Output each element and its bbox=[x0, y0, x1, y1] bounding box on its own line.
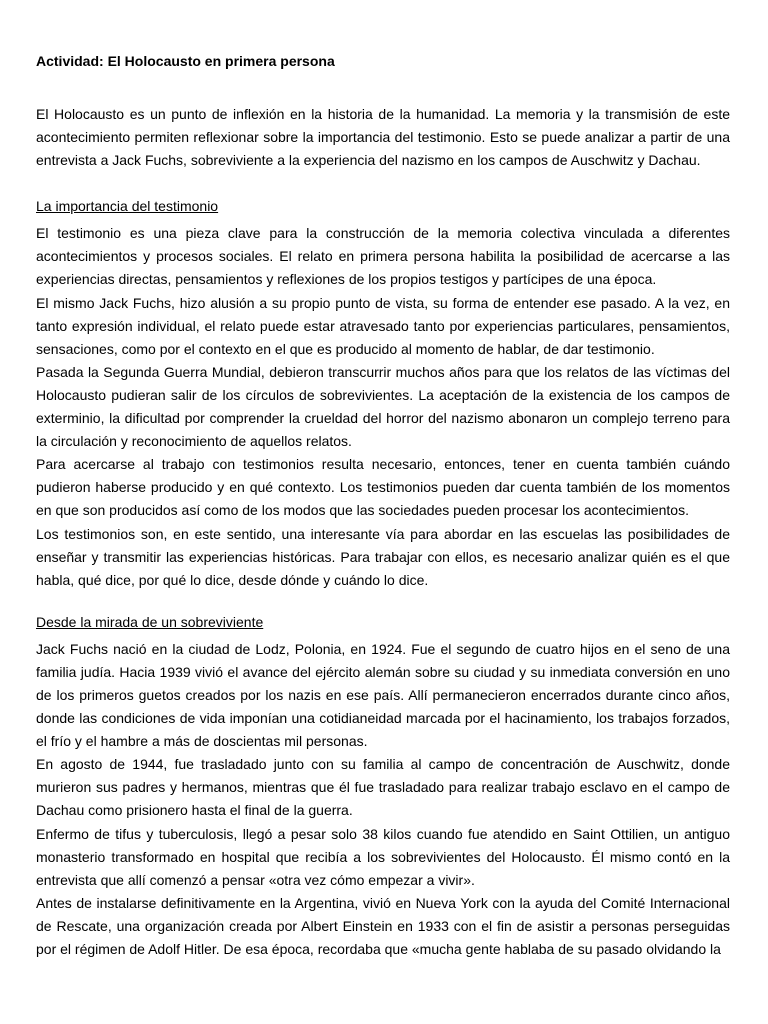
section-heading-testimonio: La importancia del testimonio bbox=[36, 198, 219, 215]
paragraph: El testimonio es una pieza clave para la construcción de la memoria colectiva vinculada a diferentes acontecimientos y procesos sociales. El relato en primera persona habilita la posibilidad de acercarse a las experiencias directas, pensamientos y reflexiones de los propios testigos y partícipes de una época. bbox=[36, 225, 730, 288]
intro-paragraph: El Holocausto es un punto de inflexión en la historia de la humanidad. La memoria y la transmisión de este acontecimiento permiten reflexionar sobre la importancia del testimonio. Esto se puede analizar a partir de una entrevista a Jack Fuchs, sobreviviente a la experiencia del nazismo en los campos de Auschwitz y Dachau. bbox=[36, 106, 730, 169]
paragraph: El mismo Jack Fuchs, hizo alusión a su propio punto de vista, su forma de entender ese pasado. A la vez, en tanto expresión individual, el relato puede estar atravesado tanto por experiencias particulares, pensamientos, sensaciones, como por el contexto en el que es producido al momento de hablar, de dar testimonio. bbox=[36, 294, 730, 357]
paragraph: En agosto de 1944, fue trasladado junto con su familia al campo de concentración de Auschwitz, donde murieron sus padres y hermanos, mientras que él fue trasladado para realizar trabajo esclavo en el campo de Dachau como prisionero hasta el final de la guerra. bbox=[36, 756, 730, 819]
paragraph: Para acercarse al trabajo con testimonios resulta necesario, entonces, tener en cuenta también cuándo pudieron haberse producido y en qué contexto. Los testimonios pueden dar cuenta también de los momentos en que son producidos así como de los modos que las sociedades pueden procesar los acontecimientos. bbox=[36, 456, 730, 519]
paragraph: Enfermo de tifus y tuberculosis, llegó a pesar solo 38 kilos cuando fue atendido en Saint Ottilien, un antiguo monasterio transformado en hospital que recibía a los sobrevivientes del Holocausto. Él mismo contó en la entrevista que allí comenzó a pensar «otra vez cómo empezar a vivir». bbox=[36, 825, 730, 888]
paragraph: Jack Fuchs nació en la ciudad de Lodz, Polonia, en 1924. Fue el segundo de cuatro hijos en el seno de una familia judía. Hacia 1939 vivió el avance del ejército alemán sobre su ciudad y su inmediata conversión en uno de los primeros guetos creados por los nazis en ese país. Allí permanecieron encerrados durante cinco años, donde las condiciones de vida imponían una cotidianeidad marcada por el hacinamiento, los trabajos forzados, el frío y el hambre a más de doscientas mil personas. bbox=[36, 640, 730, 750]
paragraph: Antes de instalarse definitivamente en la Argentina, vivió en Nueva York con la ayuda del Comité Internacional de Rescate, una organización creada por Albert Einstein en 1933 con el fin de asistir a personas perseguidas por el régimen de Adolf Hitler. De esa época, recordaba que «mucha gente hablaba de su pasado olvidando la bbox=[36, 894, 730, 957]
document-title: Actividad: El Holocausto en primera persona bbox=[36, 53, 335, 69]
section-heading-sobreviviente: Desde la mirada de un sobreviviente bbox=[36, 613, 264, 630]
paragraph: Los testimonios son, en este sentido, una interesante vía para abordar en las escuelas las posibilidades de enseñar y transmitir las experiencias históricas. Para trabajar con ellos, es necesario analizar quién es el que habla, qué dice, por qué lo dice, desde dónde y cuándo lo dice. bbox=[36, 525, 730, 588]
paragraph: Pasada la Segunda Guerra Mundial, debieron transcurrir muchos años para que los relatos de las víctimas del Holocausto pudieran salir de los círculos de sobrevivientes. La aceptación de la existencia de los campos de exterminio, la dificultad por comprender la crueldad del horror del nazismo abonaron un complejo terreno para la circulación y reconocimiento de aquellos relatos. bbox=[36, 363, 730, 450]
document-page bbox=[36, 51, 730, 961]
